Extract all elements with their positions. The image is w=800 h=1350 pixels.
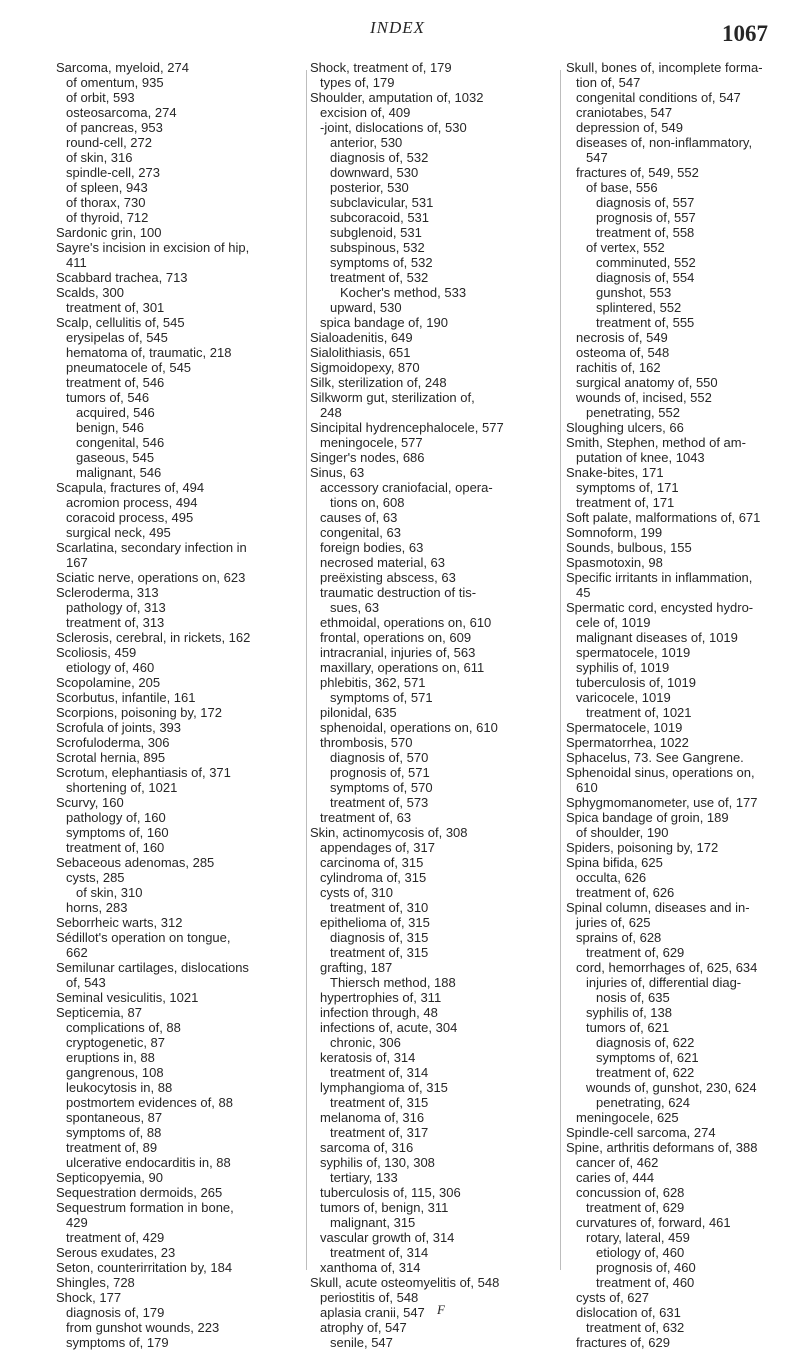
index-entry: spontaneous, 87 bbox=[66, 1110, 163, 1125]
page-header bbox=[0, 18, 800, 58]
index-entry: surgical anatomy of, 550 bbox=[576, 375, 718, 390]
index-entry: cele of, 1019 bbox=[576, 615, 651, 630]
index-entry: xanthoma of, 314 bbox=[320, 1260, 421, 1275]
index-entry: Scrotum, elephantiasis of, 371 bbox=[56, 765, 231, 780]
column-divider bbox=[306, 70, 307, 1270]
index-entry: occulta, 626 bbox=[576, 870, 647, 885]
index-entry: Sebaceous adenomas, 285 bbox=[56, 855, 215, 870]
index-entry: fractures of, 629 bbox=[576, 1335, 670, 1350]
index-entry: keratosis of, 314 bbox=[320, 1050, 416, 1065]
index-entry: infection through, 48 bbox=[320, 1005, 438, 1020]
index-entry: sues, 63 bbox=[330, 600, 380, 615]
index-entry: malignant diseases of, 1019 bbox=[576, 630, 738, 645]
index-entry: surgical neck, 495 bbox=[66, 525, 171, 540]
index-entry: vascular growth of, 314 bbox=[320, 1230, 455, 1245]
index-entry: Septicemia, 87 bbox=[56, 1005, 142, 1020]
index-entry: Somnoform, 199 bbox=[566, 525, 663, 540]
index-entry: of shoulder, 190 bbox=[576, 825, 669, 840]
index-entry: Spina bifida, 625 bbox=[566, 855, 663, 870]
index-entry: infections of, acute, 304 bbox=[320, 1020, 458, 1035]
index-entry: tertiary, 133 bbox=[330, 1170, 398, 1185]
index-entry: tuberculosis of, 115, 306 bbox=[320, 1185, 461, 1200]
index-entry: treatment of, 317 bbox=[330, 1125, 429, 1140]
index-entry: melanoma of, 316 bbox=[320, 1110, 425, 1125]
index-entry: of skin, 310 bbox=[76, 885, 143, 900]
index-entry: penetrating, 624 bbox=[596, 1095, 690, 1110]
index-entry: dislocation of, 631 bbox=[576, 1305, 681, 1320]
index-entry: tions on, 608 bbox=[330, 495, 405, 510]
index-entry: subglenoid, 531 bbox=[330, 225, 422, 240]
index-entry: Snake-bites, 171 bbox=[566, 465, 664, 480]
index-entry: upward, 530 bbox=[330, 300, 402, 315]
index-entry: Scorbutus, infantile, 161 bbox=[56, 690, 196, 705]
index-entry: etiology of, 460 bbox=[596, 1245, 685, 1260]
index-entry: 167 bbox=[66, 555, 88, 570]
index-entry: treatment of, 314 bbox=[330, 1065, 429, 1080]
index-entry: Spermatorrhea, 1022 bbox=[566, 735, 689, 750]
index-entry: Sphygmomanometer, use of, 177 bbox=[566, 795, 758, 810]
index-entry: frontal, operations on, 609 bbox=[320, 630, 472, 645]
index-entry: comminuted, 552 bbox=[596, 255, 696, 270]
index-entry: meningocele, 625 bbox=[576, 1110, 679, 1125]
index-entry: Scrotal hernia, 895 bbox=[56, 750, 166, 765]
index-entry: subspinous, 532 bbox=[330, 240, 425, 255]
index-entry: sarcoma of, 316 bbox=[320, 1140, 414, 1155]
index-entry: symptoms of, 171 bbox=[576, 480, 679, 495]
index-entry: of base, 556 bbox=[586, 180, 658, 195]
index-entry: Seton, counterirritation by, 184 bbox=[56, 1260, 233, 1275]
index-entry: Thiersch method, 188 bbox=[330, 975, 456, 990]
index-entry: malignant, 315 bbox=[330, 1215, 416, 1230]
index-entry: round-cell, 272 bbox=[66, 135, 152, 150]
index-entry: putation of knee, 1043 bbox=[576, 450, 705, 465]
index-entry: curvatures of, forward, 461 bbox=[576, 1215, 731, 1230]
index-entry: treatment of, 429 bbox=[66, 1230, 165, 1245]
index-entry: caries of, 444 bbox=[576, 1170, 655, 1185]
index-entry: Seborrheic warts, 312 bbox=[56, 915, 183, 930]
index-entry: osteosarcoma, 274 bbox=[66, 105, 177, 120]
index-entry: Sarcoma, myeloid, 274 bbox=[56, 60, 189, 75]
index-entry: treatment of, 301 bbox=[66, 300, 165, 315]
index-entry: downward, 530 bbox=[330, 165, 419, 180]
index-entry: syphilis of, 138 bbox=[586, 1005, 672, 1020]
index-entry: Sciatic nerve, operations on, 623 bbox=[56, 570, 246, 585]
index-entry: treatment of, 632 bbox=[586, 1320, 685, 1335]
index-entry: shortening of, 1021 bbox=[66, 780, 178, 795]
index-entry: treatment of, 460 bbox=[596, 1275, 695, 1290]
index-entry: treatment of, 1021 bbox=[586, 705, 692, 720]
index-entry: gaseous, 545 bbox=[76, 450, 155, 465]
index-entry: complications of, 88 bbox=[66, 1020, 181, 1035]
index-entry: splintered, 552 bbox=[596, 300, 682, 315]
index-entry: diagnosis of, 557 bbox=[596, 195, 695, 210]
index-entry: Sialolithiasis, 651 bbox=[310, 345, 411, 360]
index-entry: grafting, 187 bbox=[320, 960, 393, 975]
index-entry: senile, 547 bbox=[330, 1335, 393, 1350]
index-entry: treatment of, 171 bbox=[576, 495, 675, 510]
index-entry: of, 543 bbox=[66, 975, 106, 990]
index-entry: Spica bandage of groin, 189 bbox=[566, 810, 729, 825]
index-entry: necrosed material, 63 bbox=[320, 555, 446, 570]
index-entry: Scabbard trachea, 713 bbox=[56, 270, 188, 285]
index-entry: anterior, 530 bbox=[330, 135, 403, 150]
index-column-1 bbox=[56, 60, 304, 1350]
index-entry: treatment of, 314 bbox=[330, 1245, 429, 1260]
index-entry: Singer's nodes, 686 bbox=[310, 450, 425, 465]
index-entry: Shock, 177 bbox=[56, 1290, 122, 1305]
index-entry: 248 bbox=[320, 405, 342, 420]
index-entry: benign, 546 bbox=[76, 420, 144, 435]
index-entry: of thyroid, 712 bbox=[66, 210, 149, 225]
index-entry: eruptions in, 88 bbox=[66, 1050, 155, 1065]
index-entry: malignant, 546 bbox=[76, 465, 162, 480]
index-entry: 45 bbox=[576, 585, 591, 600]
index-entry: subclavicular, 531 bbox=[330, 195, 434, 210]
index-entry: Scalds, 300 bbox=[56, 285, 124, 300]
index-entry: diagnosis of, 570 bbox=[330, 750, 429, 765]
index-entry: Spermatic cord, encysted hydro- bbox=[566, 600, 754, 615]
index-entry: diagnosis of, 622 bbox=[596, 1035, 695, 1050]
signature-mark: F bbox=[437, 1302, 445, 1317]
index-entry: lymphangioma of, 315 bbox=[320, 1080, 448, 1095]
index-entry: meningocele, 577 bbox=[320, 435, 423, 450]
index-entry: symptoms of, 179 bbox=[66, 1335, 169, 1350]
column-divider bbox=[560, 70, 561, 1270]
index-entry: 547 bbox=[586, 150, 608, 165]
index-entry: Sclerosis, cerebral, in rickets, 162 bbox=[56, 630, 251, 645]
index-entry: appendages of, 317 bbox=[320, 840, 435, 855]
index-entry: symptoms of, 88 bbox=[66, 1125, 162, 1140]
index-entry: treatment of, 89 bbox=[66, 1140, 158, 1155]
index-entry: syphilis of, 130, 308 bbox=[320, 1155, 435, 1170]
index-entry: from gunshot wounds, 223 bbox=[66, 1320, 220, 1335]
index-entry: Scoliosis, 459 bbox=[56, 645, 137, 660]
index-entry: epithelioma of, 315 bbox=[320, 915, 430, 930]
index-entry: cysts of, 310 bbox=[320, 885, 393, 900]
index-entry: symptoms of, 621 bbox=[596, 1050, 699, 1065]
index-entry: cancer of, 462 bbox=[576, 1155, 659, 1170]
index-entry: 429 bbox=[66, 1215, 88, 1230]
index-entry: causes of, 63 bbox=[320, 510, 398, 525]
index-entry: treatment of, 313 bbox=[66, 615, 165, 630]
index-entry: subcoracoid, 531 bbox=[330, 210, 430, 225]
index-entry: cryptogenetic, 87 bbox=[66, 1035, 166, 1050]
index-entry: Scorpions, poisoning by, 172 bbox=[56, 705, 222, 720]
index-entry: cysts, 285 bbox=[66, 870, 125, 885]
index-entry: Scurvy, 160 bbox=[56, 795, 124, 810]
index-entry: carcinoma of, 315 bbox=[320, 855, 424, 870]
index-entry: gangrenous, 108 bbox=[66, 1065, 164, 1080]
index-entry: Sincipital hydrencephalocele, 577 bbox=[310, 420, 504, 435]
index-entry: Sloughing ulcers, 66 bbox=[566, 420, 684, 435]
index-entry: Septicopyemia, 90 bbox=[56, 1170, 163, 1185]
index-entry: ethmoidal, operations on, 610 bbox=[320, 615, 492, 630]
index-entry: tion of, 547 bbox=[576, 75, 641, 90]
index-entry: acromion process, 494 bbox=[66, 495, 198, 510]
index-entry: posterior, 530 bbox=[330, 180, 409, 195]
index-entry: concussion of, 628 bbox=[576, 1185, 685, 1200]
index-entry: diagnosis of, 315 bbox=[330, 930, 429, 945]
index-entry: Specific irritants in inflammation, bbox=[566, 570, 753, 585]
index-entry: syphilis of, 1019 bbox=[576, 660, 670, 675]
index-entry: Spiders, poisoning by, 172 bbox=[566, 840, 719, 855]
index-entry: periostitis of, 548 bbox=[320, 1290, 419, 1305]
index-entry: tumors of, 621 bbox=[586, 1020, 670, 1035]
index-entry: juries of, 625 bbox=[576, 915, 651, 930]
index-entry: symptoms of, 532 bbox=[330, 255, 433, 270]
index-entry: tuberculosis of, 1019 bbox=[576, 675, 696, 690]
index-entry: of skin, 316 bbox=[66, 150, 133, 165]
index-entry: Shoulder, amputation of, 1032 bbox=[310, 90, 484, 105]
index-entry: of orbit, 593 bbox=[66, 90, 135, 105]
index-entry: tumors of, benign, 311 bbox=[320, 1200, 449, 1215]
index-entry: hypertrophies of, 311 bbox=[320, 990, 442, 1005]
index-entry: prognosis of, 460 bbox=[596, 1260, 696, 1275]
index-entry: Scarlatina, secondary infection in bbox=[56, 540, 247, 555]
index-entry: Skin, actinomycosis of, 308 bbox=[310, 825, 468, 840]
index-entry: Sequestration dermoids, 265 bbox=[56, 1185, 223, 1200]
index-entry: tumors of, 546 bbox=[66, 390, 150, 405]
index-entry: treatment of, 63 bbox=[320, 810, 412, 825]
index-entry: Scapula, fractures of, 494 bbox=[56, 480, 205, 495]
index-entry: Sayre's incision in excision of hip, bbox=[56, 240, 250, 255]
index-entry: Sounds, bulbous, 155 bbox=[566, 540, 692, 555]
index-entry: intracranial, injuries of, 563 bbox=[320, 645, 476, 660]
page-number: 1067 bbox=[722, 21, 768, 46]
index-entry: coracoid process, 495 bbox=[66, 510, 194, 525]
index-entry: Sequestrum formation in bone, bbox=[56, 1200, 234, 1215]
index-entry: Sigmoidopexy, 870 bbox=[310, 360, 420, 375]
index-entry: of pancreas, 953 bbox=[66, 120, 163, 135]
index-entry: Skull, bones of, incomplete forma- bbox=[566, 60, 763, 75]
index-entry: Semilunar cartilages, dislocations bbox=[56, 960, 249, 975]
index-entry: 662 bbox=[66, 945, 88, 960]
index-entry: sphenoidal, operations on, 610 bbox=[320, 720, 498, 735]
index-entry: Sinus, 63 bbox=[310, 465, 365, 480]
index-entry: prognosis of, 571 bbox=[330, 765, 430, 780]
index-entry: fractures of, 549, 552 bbox=[576, 165, 699, 180]
index-entry: Scrofuloderma, 306 bbox=[56, 735, 170, 750]
index-entry: Spindle-cell sarcoma, 274 bbox=[566, 1125, 716, 1140]
index-entry: congenital conditions of, 547 bbox=[576, 90, 741, 105]
index-entry: treatment of, 315 bbox=[330, 945, 429, 960]
index-entry: rachitis of, 162 bbox=[576, 360, 661, 375]
index-entry: erysipelas of, 545 bbox=[66, 330, 168, 345]
index-entry: preëxisting abscess, 63 bbox=[320, 570, 456, 585]
index-entry: cysts of, 627 bbox=[576, 1290, 649, 1305]
index-entry: pilonidal, 635 bbox=[320, 705, 397, 720]
index-entry: horns, 283 bbox=[66, 900, 128, 915]
index-entry: acquired, 546 bbox=[76, 405, 155, 420]
index-entry: Silkworm gut, sterilization of, bbox=[310, 390, 475, 405]
index-entry: Spasmotoxin, 98 bbox=[566, 555, 663, 570]
index-entry: 610 bbox=[576, 780, 598, 795]
index-entry: Shock, treatment of, 179 bbox=[310, 60, 452, 75]
index-entry: postmortem evidences of, 88 bbox=[66, 1095, 233, 1110]
index-entry: of spleen, 943 bbox=[66, 180, 148, 195]
index-entry: cylindroma of, 315 bbox=[320, 870, 427, 885]
index-entry: treatment of, 315 bbox=[330, 1095, 429, 1110]
index-entry: Spinal column, diseases and in- bbox=[566, 900, 750, 915]
index-entry: prognosis of, 557 bbox=[596, 210, 696, 225]
index-entry: Sédillot's operation on tongue, bbox=[56, 930, 231, 945]
index-entry: symptoms of, 571 bbox=[330, 690, 433, 705]
index-entry: craniotabes, 547 bbox=[576, 105, 673, 120]
index-entry: of vertex, 552 bbox=[586, 240, 665, 255]
index-entry: diagnosis of, 532 bbox=[330, 150, 429, 165]
index-entry: atrophy of, 547 bbox=[320, 1320, 407, 1335]
index-entry: pathology of, 160 bbox=[66, 810, 166, 825]
index-entry: wounds of, gunshot, 230, 624 bbox=[586, 1080, 757, 1095]
index-entry: nosis of, 635 bbox=[596, 990, 670, 1005]
index-entry: symptoms of, 160 bbox=[66, 825, 169, 840]
index-entry: treatment of, 160 bbox=[66, 840, 165, 855]
index-entry: excision of, 409 bbox=[320, 105, 411, 120]
index-entry: diseases of, non-inflammatory, bbox=[576, 135, 753, 150]
index-entry: treatment of, 558 bbox=[596, 225, 695, 240]
index-entry: pathology of, 313 bbox=[66, 600, 166, 615]
index-entry: varicocele, 1019 bbox=[576, 690, 671, 705]
index-entry: injuries of, differential diag- bbox=[586, 975, 742, 990]
index-entry: aplasia cranii, 547 bbox=[320, 1305, 425, 1320]
index-entry: Sialoadenitis, 649 bbox=[310, 330, 413, 345]
running-title: INDEX bbox=[370, 18, 426, 37]
index-entry: maxillary, operations on, 611 bbox=[320, 660, 485, 675]
index-entry: of thorax, 730 bbox=[66, 195, 146, 210]
index-entry: thrombosis, 570 bbox=[320, 735, 413, 750]
index-entry: spica bandage of, 190 bbox=[320, 315, 448, 330]
index-entry: penetrating, 552 bbox=[586, 405, 680, 420]
index-entry: 411 bbox=[66, 255, 87, 270]
index-entry: Kocher's method, 533 bbox=[340, 285, 467, 300]
index-entry: gunshot, 553 bbox=[596, 285, 672, 300]
index-entry: Sphenoidal sinus, operations on, bbox=[566, 765, 755, 780]
index-entry: symptoms of, 570 bbox=[330, 780, 433, 795]
index-entry: Skull, acute osteomyelitis of, 548 bbox=[310, 1275, 500, 1290]
index-entry: spindle-cell, 273 bbox=[66, 165, 160, 180]
index-entry: Serous exudates, 23 bbox=[56, 1245, 176, 1260]
index-entry: Spermatocele, 1019 bbox=[566, 720, 683, 735]
index-column-2 bbox=[310, 60, 558, 1350]
index-entry: sprains of, 628 bbox=[576, 930, 662, 945]
index-entry: osteoma of, 548 bbox=[576, 345, 670, 360]
index-entry: diagnosis of, 179 bbox=[66, 1305, 165, 1320]
index-entry: ulcerative endocarditis in, 88 bbox=[66, 1155, 231, 1170]
index-entry: treatment of, 546 bbox=[66, 375, 165, 390]
index-entry: foreign bodies, 63 bbox=[320, 540, 424, 555]
index-entry: treatment of, 629 bbox=[586, 945, 685, 960]
index-entry: leukocytosis in, 88 bbox=[66, 1080, 173, 1095]
index-entry: congenital, 63 bbox=[320, 525, 401, 540]
index-entry: Smith, Stephen, method of am- bbox=[566, 435, 746, 450]
index-entry: etiology of, 460 bbox=[66, 660, 155, 675]
index-column-3 bbox=[566, 60, 800, 1350]
index-entry: phlebitis, 362, 571 bbox=[320, 675, 426, 690]
index-entry: wounds of, incised, 552 bbox=[576, 390, 712, 405]
index-entry: cord, hemorrhages of, 625, 634 bbox=[576, 960, 758, 975]
index-entry: necrosis of, 549 bbox=[576, 330, 668, 345]
index-entry: accessory craniofacial, opera- bbox=[320, 480, 493, 495]
index-entry: Scopolamine, 205 bbox=[56, 675, 161, 690]
index-entry: treatment of, 310 bbox=[330, 900, 429, 915]
index-entry: depression of, 549 bbox=[576, 120, 683, 135]
index-entry: Scleroderma, 313 bbox=[56, 585, 159, 600]
index-entry: Sardonic grin, 100 bbox=[56, 225, 162, 240]
index-entry: Spine, arthritis deformans of, 388 bbox=[566, 1140, 758, 1155]
index-entry: rotary, lateral, 459 bbox=[586, 1230, 690, 1245]
index-entry: treatment of, 573 bbox=[330, 795, 429, 810]
index-entry: congenital, 546 bbox=[76, 435, 165, 450]
index-entry: Seminal vesiculitis, 1021 bbox=[56, 990, 199, 1005]
index-entry: pneumatocele of, 545 bbox=[66, 360, 192, 375]
index-entry: Scalp, cellulitis of, 545 bbox=[56, 315, 185, 330]
index-entry: Sphacelus, 73. See Gangrene. bbox=[566, 750, 744, 765]
index-entry: treatment of, 622 bbox=[596, 1065, 695, 1080]
index-entry: hematoma of, traumatic, 218 bbox=[66, 345, 232, 360]
index-entry: Scrofula of joints, 393 bbox=[56, 720, 182, 735]
index-entry: -joint, dislocations of, 530 bbox=[320, 120, 467, 135]
index-entry: spermatocele, 1019 bbox=[576, 645, 691, 660]
index-entry: Shingles, 728 bbox=[56, 1275, 135, 1290]
index-entry: of omentum, 935 bbox=[66, 75, 164, 90]
index-entry: treatment of, 629 bbox=[586, 1200, 685, 1215]
index-entry: treatment of, 626 bbox=[576, 885, 675, 900]
index-entry: chronic, 306 bbox=[330, 1035, 401, 1050]
index-entry: traumatic destruction of tis- bbox=[320, 585, 477, 600]
index-entry: treatment of, 532 bbox=[330, 270, 429, 285]
index-entry: diagnosis of, 554 bbox=[596, 270, 695, 285]
index-entry: types of, 179 bbox=[320, 75, 395, 90]
index-entry: treatment of, 555 bbox=[596, 315, 695, 330]
index-entry: Silk, sterilization of, 248 bbox=[310, 375, 447, 390]
index-entry: Soft palate, malformations of, 671 bbox=[566, 510, 761, 525]
